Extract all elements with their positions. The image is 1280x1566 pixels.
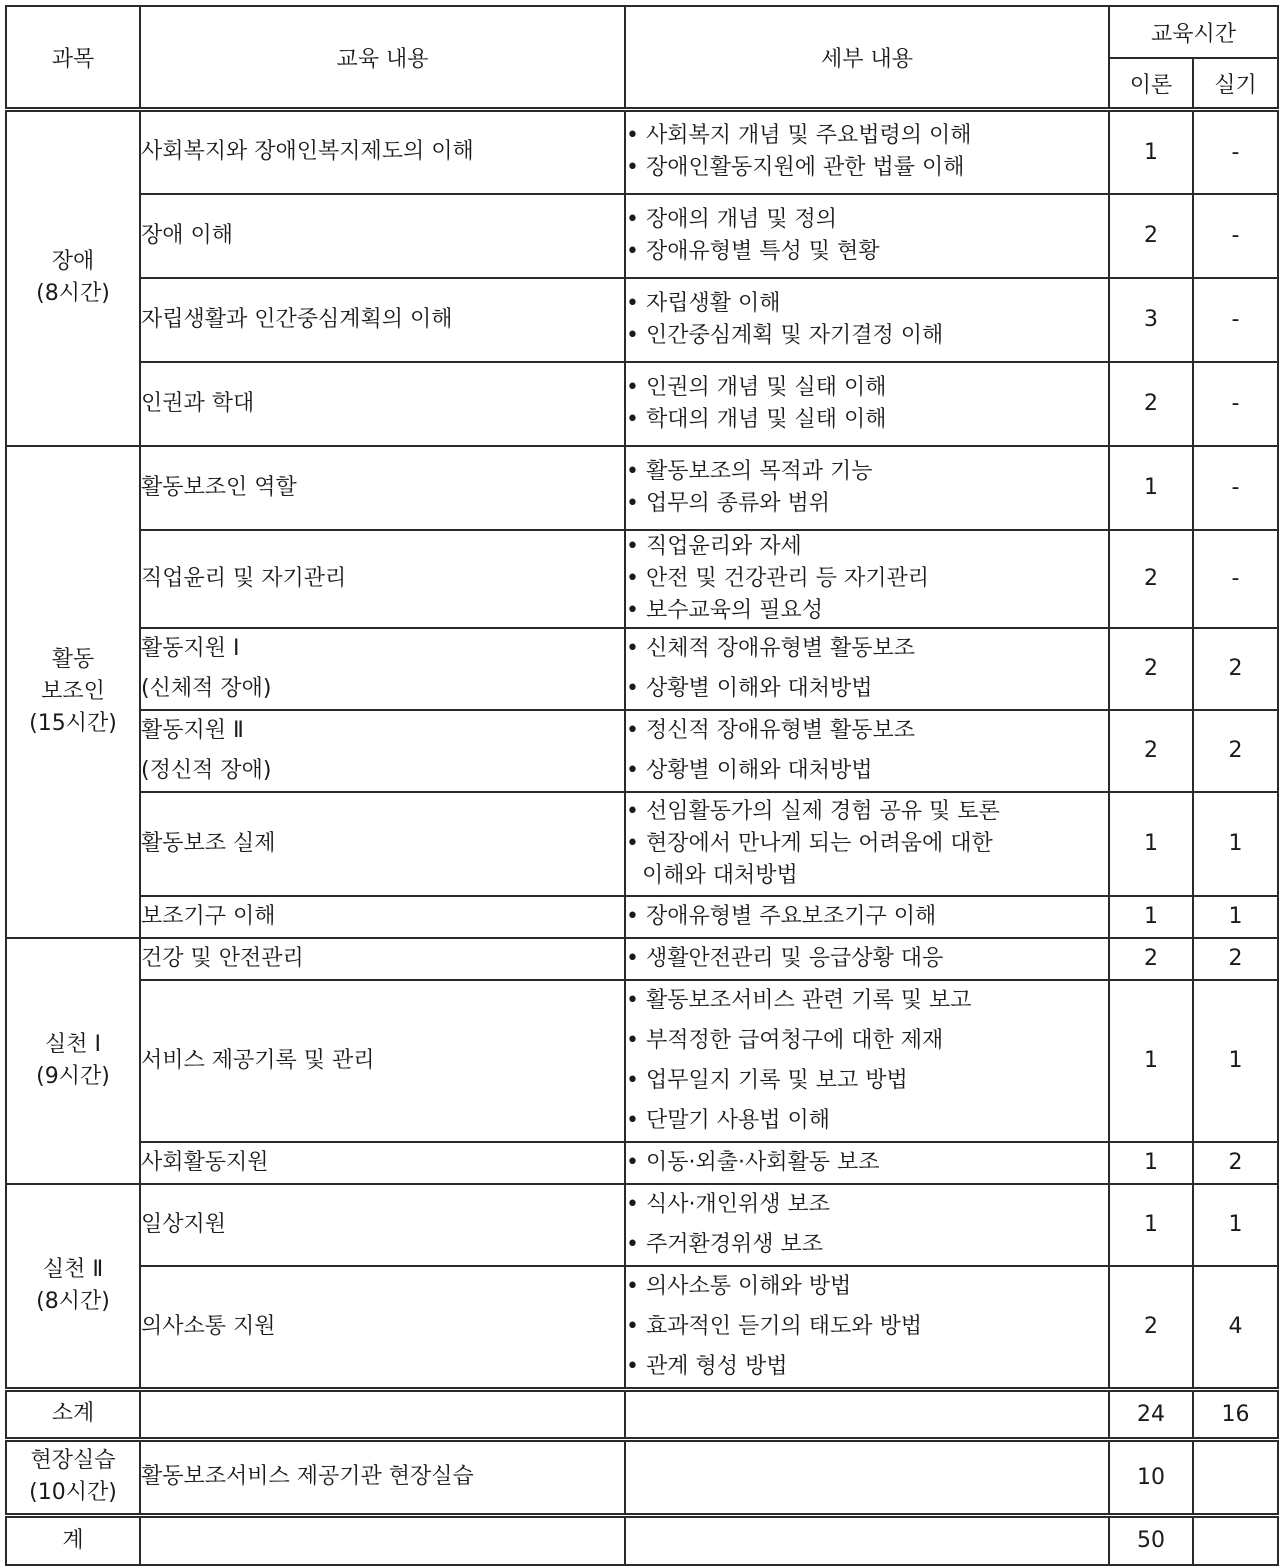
content-cell — [140, 1389, 625, 1439]
practice-cell: 1 — [1193, 792, 1278, 896]
content-subtitle: (신체적 장애) — [141, 675, 272, 701]
header-subject: 과목 — [6, 6, 140, 110]
total-practice — [1193, 1515, 1278, 1565]
detail-cell — [625, 1184, 1109, 1266]
practice-cell: 1 — [1193, 896, 1278, 938]
detail-item: • 인권의 개념 및 실태 이해 — [626, 372, 1108, 404]
detail-item-continuation: 이해와 대처방법 — [642, 862, 798, 888]
detail-item: • 정신적 장애유형별 활동보조 — [626, 711, 1108, 751]
detail-item: • 사회복지 개념 및 주요법령의 이해 — [626, 120, 1108, 152]
detail-item: • 주거환경위생 보조 — [626, 1225, 1108, 1265]
subject-cell — [6, 446, 140, 938]
detail-cell — [625, 446, 1109, 530]
content-cell: 서비스 제공기록 및 관리 — [140, 980, 625, 1142]
subject-name: 실천 Ⅰ — [45, 1031, 101, 1057]
content-cell: 사회복지와 장애인복지제도의 이해 — [140, 110, 625, 194]
theory-cell: 2 — [1109, 362, 1193, 446]
theory-cell: 1 — [1109, 1184, 1193, 1266]
content-cell: 일상지원 — [140, 1184, 625, 1266]
theory-cell: 1 — [1109, 446, 1193, 530]
subject-cell — [6, 938, 140, 1184]
detail-item: • 단말기 사용법 이해 — [626, 1101, 1108, 1141]
detail-cell — [625, 938, 1109, 980]
detail-item: • 부적정한 급여청구에 대한 제재 — [626, 1021, 1108, 1061]
table-row — [6, 980, 1278, 1142]
content-cell — [140, 1515, 625, 1565]
table-row — [6, 1184, 1278, 1266]
subject-name: 현장실습 — [30, 1448, 116, 1473]
detail-item: • 상황별 이해와 대처방법 — [626, 751, 1108, 791]
subject-hours: (9시간) — [36, 1063, 110, 1089]
content-cell — [140, 710, 625, 792]
theory-cell: 2 — [1109, 194, 1193, 278]
detail-item: • 장애인활동지원에 관한 법률 이해 — [626, 152, 1108, 184]
subject-name: 장애 — [51, 249, 95, 275]
header-hours: 교육시간 — [1109, 6, 1278, 58]
table-row — [6, 792, 1278, 896]
practice-cell: - — [1193, 278, 1278, 362]
table-row — [6, 896, 1278, 938]
content-cell: 활동보조인 역할 — [140, 446, 625, 530]
theory-cell: 1 — [1109, 980, 1193, 1142]
theory-cell: 2 — [1109, 1266, 1193, 1390]
table-row — [6, 194, 1278, 278]
content-cell — [140, 628, 625, 710]
table-row — [6, 710, 1278, 792]
total-theory: 50 — [1109, 1515, 1193, 1565]
theory-cell: 1 — [1109, 110, 1193, 194]
content-cell: 자립생활과 인간중심계획의 이해 — [140, 278, 625, 362]
table-row — [6, 110, 1278, 194]
detail-cell — [625, 1389, 1109, 1439]
content-subtitle: (정신적 장애) — [141, 757, 272, 783]
detail-cell — [625, 1515, 1109, 1565]
practice-cell: 2 — [1193, 628, 1278, 710]
content-cell: 사회활동지원 — [140, 1142, 625, 1184]
practice-cell: - — [1193, 362, 1278, 446]
detail-cell — [625, 278, 1109, 362]
table-row — [6, 628, 1278, 710]
detail-item: • 인간중심계획 및 자기결정 이해 — [626, 320, 1108, 352]
subject-cell — [6, 1184, 140, 1390]
subtotal-practice: 16 — [1193, 1389, 1278, 1439]
header-theory: 이론 — [1109, 58, 1193, 110]
detail-item: • 효과적인 듣기의 태도와 방법 — [626, 1307, 1108, 1347]
detail-item: • 업무일지 기록 및 보고 방법 — [626, 1061, 1108, 1101]
detail-item: • 업무의 종류와 범위 — [626, 488, 1108, 520]
subject-cell — [6, 1439, 140, 1515]
subject-name: 보조인 — [41, 678, 105, 704]
header-detail: 세부 내용 — [625, 6, 1109, 110]
practice-cell: - — [1193, 446, 1278, 530]
content-cell: 활동보조서비스 제공기관 현장실습 — [140, 1439, 625, 1515]
detail-item: • 상황별 이해와 대처방법 — [626, 669, 1108, 709]
header-content: 교육 내용 — [140, 6, 625, 110]
practice-cell: 2 — [1193, 710, 1278, 792]
detail-item: • 직업윤리와 자세 — [626, 531, 1108, 563]
table-row — [6, 446, 1278, 530]
content-title: 활동지원 Ⅰ — [141, 635, 240, 661]
subject-hours: (8시간) — [36, 1288, 110, 1314]
theory-cell: 1 — [1109, 896, 1193, 938]
subject-hours: (15시간) — [29, 710, 117, 736]
practice-cell: 2 — [1193, 938, 1278, 980]
detail-cell — [625, 1142, 1109, 1184]
detail-item: • 학대의 개념 및 실태 이해 — [626, 404, 1108, 436]
content-cell: 직업윤리 및 자기관리 — [140, 530, 625, 628]
subject-hours: (8시간) — [36, 281, 110, 307]
detail-cell — [625, 980, 1109, 1142]
detail-item: • 의사소통 이해와 방법 — [626, 1267, 1108, 1307]
total-label: 계 — [6, 1515, 140, 1565]
table-row — [6, 362, 1278, 446]
curriculum-table — [5, 5, 1279, 1566]
subtotal-theory: 24 — [1109, 1389, 1193, 1439]
subtotal-row — [6, 1389, 1278, 1439]
detail-cell — [625, 110, 1109, 194]
theory-cell: 1 — [1109, 792, 1193, 896]
content-cell: 활동보조 실제 — [140, 792, 625, 896]
theory-cell: 2 — [1109, 938, 1193, 980]
theory-cell: 2 — [1109, 710, 1193, 792]
detail-item: • 생활안전관리 및 응급상황 대응 — [626, 943, 1108, 975]
content-cell: 인권과 학대 — [140, 362, 625, 446]
content-cell: 의사소통 지원 — [140, 1266, 625, 1390]
detail-item: • 이동·외출·사회활동 보조 — [626, 1147, 1108, 1179]
detail-item: • 장애의 개념 및 정의 — [626, 204, 1108, 236]
detail-cell — [625, 194, 1109, 278]
header-row — [6, 6, 1278, 58]
practice-cell: - — [1193, 194, 1278, 278]
detail-item: • 관계 형성 방법 — [626, 1347, 1108, 1387]
content-title: 활동지원 Ⅱ — [141, 717, 244, 743]
practice-cell: 2 — [1193, 1142, 1278, 1184]
detail-cell — [625, 896, 1109, 938]
theory-cell: 10 — [1109, 1439, 1193, 1515]
subject-name: 실천 Ⅱ — [42, 1256, 104, 1282]
header-practice: 실기 — [1193, 58, 1278, 110]
theory-cell: 3 — [1109, 278, 1193, 362]
detail-item: • 식사·개인위생 보조 — [626, 1185, 1108, 1225]
practice-cell: 4 — [1193, 1266, 1278, 1390]
detail-cell — [625, 1439, 1109, 1515]
detail-cell — [625, 628, 1109, 710]
table-row — [6, 278, 1278, 362]
total-row — [6, 1515, 1278, 1565]
detail-item: • 장애유형별 특성 및 현황 — [626, 236, 1108, 268]
field-practice-row — [6, 1439, 1278, 1515]
detail-cell — [625, 792, 1109, 896]
table-row — [6, 530, 1278, 628]
content-cell: 장애 이해 — [140, 194, 625, 278]
subtotal-label: 소계 — [6, 1389, 140, 1439]
theory-cell: 1 — [1109, 1142, 1193, 1184]
detail-item: • 장애유형별 주요보조기구 이해 — [626, 901, 1108, 933]
detail-item: • 자립생활 이해 — [626, 288, 1108, 320]
practice-cell: 1 — [1193, 980, 1278, 1142]
detail-item: • 보수교육의 필요성 — [626, 595, 1108, 627]
detail-item: • 활동보조의 목적과 기능 — [626, 456, 1108, 488]
practice-cell: 1 — [1193, 1184, 1278, 1266]
detail-item: • 신체적 장애유형별 활동보조 — [626, 629, 1108, 669]
practice-cell: - — [1193, 110, 1278, 194]
detail-cell — [625, 1266, 1109, 1390]
subject-cell — [6, 110, 140, 446]
detail-item: • 선임활동가의 실제 경험 공유 및 토론 — [626, 796, 1108, 828]
content-cell: 건강 및 안전관리 — [140, 938, 625, 980]
detail-item: • 활동보조서비스 관련 기록 및 보고 — [626, 981, 1108, 1021]
detail-cell — [625, 710, 1109, 792]
detail-cell — [625, 530, 1109, 628]
practice-cell: - — [1193, 530, 1278, 628]
practice-cell — [1193, 1439, 1278, 1515]
detail-item: • 현장에서 만나게 되는 어려움에 대한 — [626, 828, 1108, 860]
table-row — [6, 1142, 1278, 1184]
table-row — [6, 1266, 1278, 1390]
subject-name: 활동 — [51, 646, 95, 672]
table-row — [6, 938, 1278, 980]
content-cell: 보조기구 이해 — [140, 896, 625, 938]
detail-cell — [625, 362, 1109, 446]
theory-cell: 2 — [1109, 530, 1193, 628]
detail-item: • 안전 및 건강관리 등 자기관리 — [626, 563, 1108, 595]
subject-hours: (10시간) — [29, 1480, 117, 1505]
theory-cell: 2 — [1109, 628, 1193, 710]
